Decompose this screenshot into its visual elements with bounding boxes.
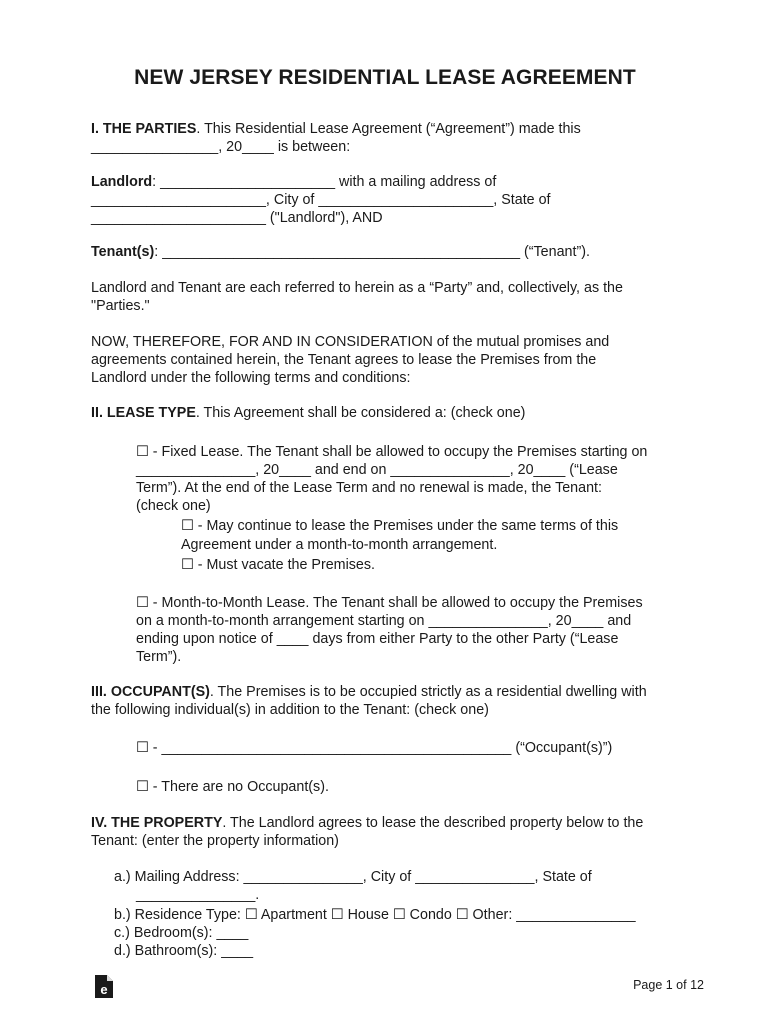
doc-line: Term”). At the end of the Lease Term and no renewal is made, the Tenant: [136, 480, 602, 496]
doc-line: Landlord and Tenant are each referred to herein as a “Party” and, collectively, as the [91, 280, 623, 296]
doc-line: Term”). [136, 649, 182, 665]
page-number: Page 1 of 12 [633, 978, 704, 992]
doc-line: _______________, 20____ and end on _______________, 20____ (“Lease [136, 462, 618, 478]
doc-line: a.) Mailing Address: _______________, City of _______________, State of [114, 869, 592, 885]
checkbox-option-occupants[interactable]: ☐ - ____________________________________________ (“Occupant(s)”) [136, 740, 613, 756]
svg-text:e: e [100, 982, 108, 997]
section-heading: II. LEASE TYPE [91, 405, 196, 421]
doc-line: III. OCCUPANT(S). The Premises is to be occupied strictly as a residential dwelling with [91, 684, 647, 700]
doc-line: Agreement under a month-to-month arrangement. [181, 537, 498, 553]
doc-line: Tenant: (enter the property information) [91, 833, 339, 849]
doc-line: NOW, THEREFORE, FOR AND IN CONSIDERATION of the mutual promises and [91, 334, 610, 350]
doc-line: ______________________, City of ______________________, State of [91, 192, 551, 208]
section-heading: III. OCCUPANT(S) [91, 684, 210, 700]
section-heading: IV. THE PROPERTY [91, 815, 223, 831]
checkbox-option-fixed-lease[interactable]: ☐ - Fixed Lease. The Tenant shall be allowed to occupy the Premises starting on [136, 444, 648, 460]
doc-line: agreements contained herein, the Tenant agrees to lease the Premises from the [91, 352, 597, 368]
doc-line: ______________________ ("Landlord"), AND [91, 210, 383, 226]
doc-line: IV. THE PROPERTY. The Landlord agrees to lease the described property below to the [91, 815, 644, 831]
doc-line: Landlord: ______________________ with a mailing address of [91, 174, 497, 190]
doc-line: (check one) [136, 498, 211, 514]
doc-line: the following individual(s) in addition to the Tenant: (check one) [91, 702, 489, 718]
checkbox-option-vacate[interactable]: ☐ - Must vacate the Premises. [181, 557, 375, 573]
checkbox-option-continue-lease[interactable]: ☐ - May continue to lease the Premises under the same terms of this [181, 518, 619, 534]
doc-line: "Parties." [91, 298, 150, 314]
doc-line: c.) Bedroom(s): ____ [114, 925, 249, 941]
doc-line: b.) Residence Type: ☐ Apartment ☐ House ☐ Condo ☐ Other: _______________ [114, 907, 636, 923]
doc-line: ending upon notice of ____ days from either Party to the other Party (“Lease [136, 631, 619, 647]
doc-line: on a month-to-month arrangement starting on _______________, 20____ and [136, 613, 632, 629]
doc-line: Landlord under the following terms and conditions: [91, 370, 411, 386]
doc-line: _______________. [136, 887, 260, 903]
party-label: Landlord [91, 174, 153, 190]
doc-line: II. LEASE TYPE. This Agreement shall be considered a: (check one) [91, 405, 526, 421]
doc-line: I. THE PARTIES. This Residential Lease Agreement (“Agreement”) made this [91, 121, 581, 137]
doc-line: d.) Bathroom(s): ____ [114, 943, 254, 959]
doc-line: Tenant(s): _____________________________________________ (“Tenant”). [91, 244, 590, 260]
eforms-logo-icon [92, 974, 116, 1000]
party-label: Tenant(s) [91, 244, 155, 260]
document-title: NEW JERSEY RESIDENTIAL LEASE AGREEMENT [134, 66, 636, 89]
checkbox-option-month-to-month[interactable]: ☐ - Month-to-Month Lease. The Tenant shall be allowed to occupy the Premises [136, 595, 643, 611]
doc-line: ________________, 20____ is between: [91, 139, 351, 155]
section-heading: I. THE PARTIES [91, 121, 197, 137]
checkbox-option-no-occupants[interactable]: ☐ - There are no Occupant(s). [136, 779, 329, 795]
